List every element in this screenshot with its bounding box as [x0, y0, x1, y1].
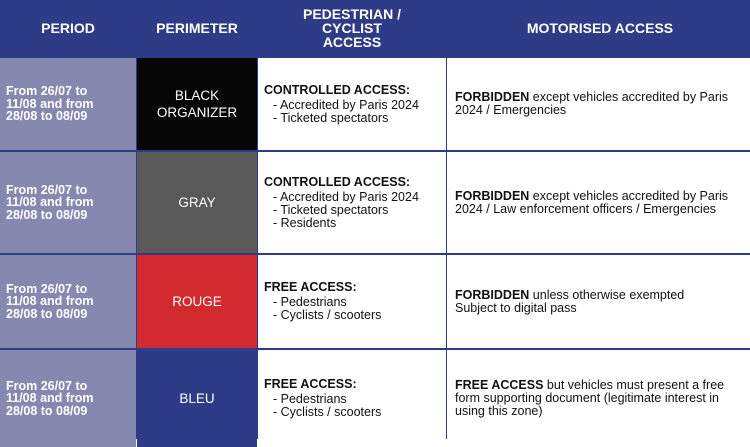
motorised-access-status: FREE ACCESS — [455, 378, 544, 392]
pedestrian-access-cell — [258, 255, 446, 348]
access-title: CONTROLLED ACCESS: — [264, 82, 411, 97]
motorised-access-details: except vehicles accredited by Paris 2024 / Emergencies — [455, 90, 729, 117]
header-period: PERIOD — [0, 0, 136, 56]
access-title: FREE ACCESS: — [264, 377, 357, 391]
header-pedestrian-access: PEDESTRIAN / CYCLIST ACCESS — [258, 0, 446, 56]
motorised-access-text — [455, 379, 745, 418]
motorised-access-cell — [447, 350, 750, 447]
motorised-access-details: unless otherwise exempted Subject to digital pass — [455, 287, 685, 315]
motorised-access-cell — [447, 58, 750, 150]
motorised-access-status: FORBIDDEN — [455, 90, 530, 104]
motorised-access-status: FORBIDDEN — [455, 287, 530, 302]
perimeter-cell: ROUGE — [137, 255, 257, 348]
motorised-access-cell — [447, 152, 750, 253]
access-list — [264, 99, 446, 125]
access-item: - Cyclists / scooters — [273, 309, 446, 322]
access-item: - Ticketed spectators — [273, 204, 446, 217]
access-item: - Ticketed spectators — [273, 112, 446, 125]
access-item: - Pedestrians — [273, 296, 446, 309]
perimeter-cell: GRAY — [137, 152, 257, 253]
pedestrian-access-cell — [258, 350, 446, 447]
pedestrian-access-cell — [258, 152, 446, 253]
access-item: - Accredited by Paris 2024 — [273, 99, 446, 112]
access-item: - Residents — [273, 217, 446, 230]
motorised-access-text — [455, 190, 745, 216]
perimeter-cell: BLEU — [137, 350, 257, 447]
access-list — [264, 296, 446, 322]
motorised-access-cell — [447, 255, 750, 348]
motorised-access-details: but vehicles must present a free form supporting document (legitimate interest in using this zone) — [455, 378, 725, 418]
access-item: - Accredited by Paris 2024 — [273, 191, 446, 204]
motorised-access-details: except vehicles accredited by Paris 2024 / Law enforcement officers / Emergencies — [455, 188, 729, 216]
motorised-access-text — [455, 289, 745, 315]
pedestrian-access-cell — [258, 58, 446, 150]
access-item: - Cyclists / scooters — [273, 406, 446, 419]
period-cell: From 26/07 to 11/08 and from 28/08 to 08/09 — [0, 58, 136, 150]
header-motorised-access: MOTORISED ACCESS — [447, 0, 750, 56]
access-list — [264, 191, 446, 230]
access-title: FREE ACCESS: — [264, 280, 357, 294]
perimeter-cell: BLACK ORGANIZER — [137, 58, 257, 150]
period-cell: From 26/07 to 11/08 and from 28/08 to 08/09 — [0, 350, 136, 447]
access-list — [264, 393, 446, 419]
header-perimeter: PERIMETER — [137, 0, 257, 56]
access-title: CONTROLLED ACCESS: — [264, 174, 411, 189]
motorised-access-status: FORBIDDEN — [455, 188, 530, 203]
period-cell: From 26/07 to 11/08 and from 28/08 to 08/09 — [0, 255, 136, 348]
motorised-access-text — [455, 91, 745, 117]
access-item: - Pedestrians — [273, 393, 446, 406]
period-cell: From 26/07 to 11/08 and from 28/08 to 08/09 — [0, 152, 136, 253]
